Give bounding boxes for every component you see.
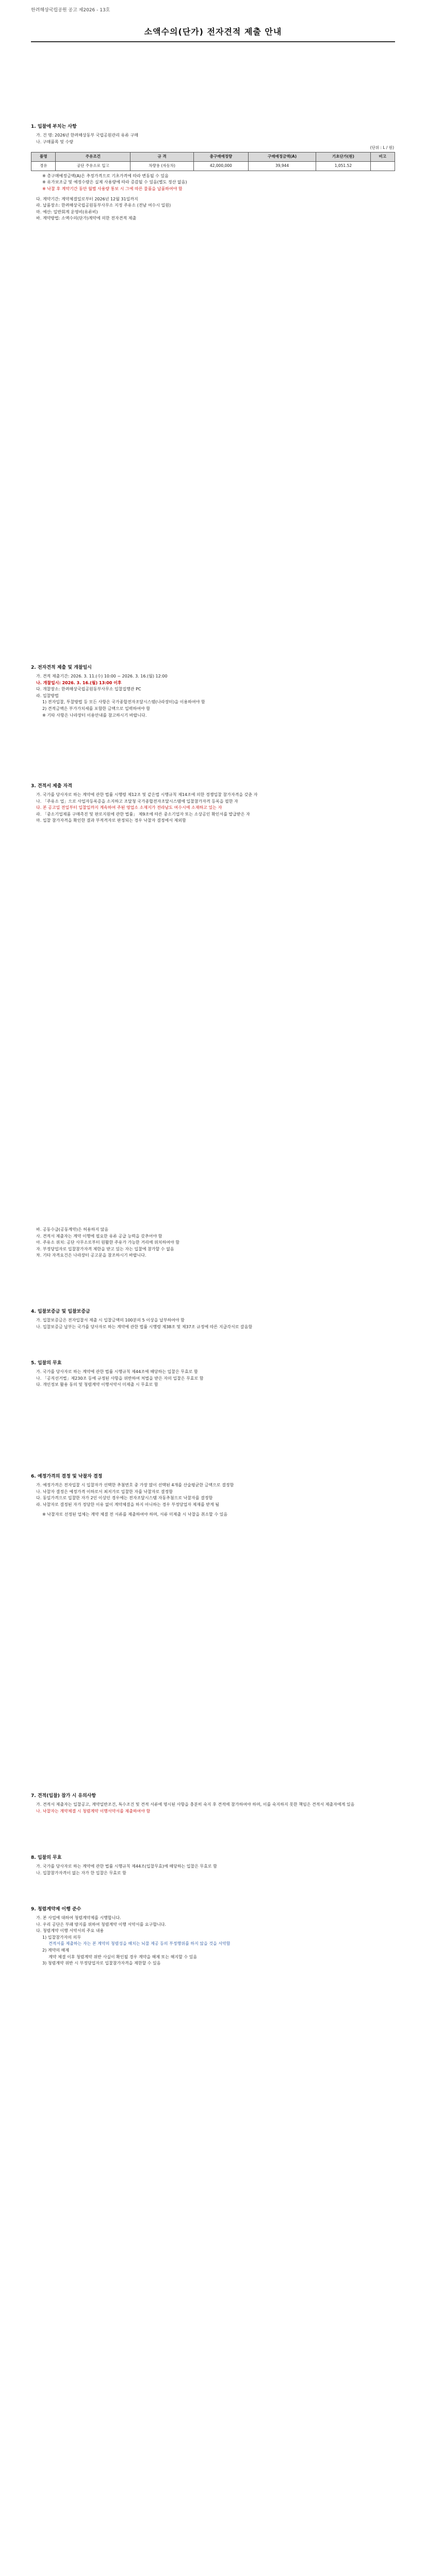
doc-number: 한려해상국립공원 공고 제2026 - 13호 — [31, 8, 110, 13]
section-2 — [31, 665, 395, 719]
sec4-line-1: 나. 입찰보증금 납부는 국가를 당사자로 하는 계약에 관한 법률 시행령 제38조 및 제37조 규정에 따른 지급각서로 갈음함 — [36, 1324, 253, 1329]
sec1-extra-3: 바. 계약방법: 소액수의(단가)계약에 의한 전자견적 제출 — [36, 216, 137, 221]
sec1-note-1: ※ 유가보조금 및 예정수량은 실제 사용량에 따라 증감될 수 있음(별도 정산 없음) — [42, 180, 187, 185]
sec1-note-2: ※ 낙찰 후 계약기간 동안 월별 사용량 통보 시 그에 따른 물품을 납품하여야 함 — [42, 187, 183, 192]
sec1-extra-1: 라. 납품장소: 한려해상국립공원동부사무소 지정 주유소 (전남 여수시 일원) — [36, 203, 171, 208]
sec2-line-4: 1) 전자입찰, 투찰방법 등 모든 사항은 국가종합전자조달시스템(나라장터)을 이용하여야 함 — [42, 700, 205, 705]
section-7 — [31, 1793, 395, 1815]
spec-table — [31, 152, 395, 171]
sec9-line-6: 계약 체결 이후 청렴계약 위반 사실이 확인될 경우 계약을 해제 또는 해지할 수 있음 — [48, 1954, 198, 1959]
sec6-line-0: 가. 예정가격은 전자입찰 시 입찰자가 선택한 추첨번호 중 가장 많이 선택된 4개를 산술평균한 금액으로 결정함 — [36, 1483, 234, 1488]
sec3-line-4: 마. 입찰 참가자격을 확인한 결과 부적격자로 판정되는 경우 낙찰자 결정에서 제외함 — [36, 818, 186, 823]
section-3-title: 3. 견적서 제출 자격 — [31, 784, 72, 789]
th-4: 구매예정금액(A) — [248, 152, 316, 162]
sec8-line-1: 나. 입찰참가자격이 없는 자가 한 입찰은 무효로 함 — [36, 1870, 126, 1875]
sec3-line-1: 나. 「주유소 업」으로 사업자등록증을 소지하고 조달청 국가종합전자조달시스템에 입찰참가자격 등록을 필한 자 — [36, 799, 238, 804]
sec7-line-0: 가. 견적서 제출자는 입찰공고, 계약일반조건, 특수조건 및 견적 서류에 명시된 사항을 충분히 숙지 후 견적에 참가하여야 하며, 이를 숙지하지 못한 책임은 견적서 제출자에게 있음 — [36, 1802, 355, 1807]
sec9-line-5: 2) 계약의 해제 — [42, 1948, 69, 1953]
sec1-extra-0: 다. 계약기간: 계약체결일로부터 2026년 12월 31일까지 — [36, 196, 138, 201]
section-5 — [31, 1360, 395, 1388]
sec3-line-2: 다. 본 공고일 전일부터 입찰일까지 계속하여 주된 영업소 소재지가 전라남도 여수시에 소재하고 있는 자 — [36, 805, 222, 810]
td-1: 공단 주유소로 입고 — [56, 161, 130, 171]
section-6-title: 6. 예정가격의 결정 및 낙찰자 결정 — [31, 1474, 103, 1479]
section-9-title: 9. 청렴계약제 이행 준수 — [31, 1907, 81, 1912]
sec2-line-2: 다. 개찰장소: 한려해상국립공원동부사무소 입찰집행관 PC — [36, 687, 141, 692]
sec3-extra-3: 자. 부정당업자로 입찰참가자격 제한을 받고 있는 자는 입찰에 참가할 수 없음 — [36, 1246, 174, 1251]
sec9-line-3: 1) 입찰참가자의 의무 — [42, 1935, 81, 1940]
sec3-extra-0: 바. 공동수급(공동계약)은 허용하지 않음 — [36, 1227, 109, 1232]
sec2-line-0: 가. 견적 제출기간: 2026. 3. 11.(수) 10:00 ~ 2026. 3. 16.(월) 12:00 — [36, 674, 168, 679]
section-4 — [31, 1309, 395, 1330]
sec9-line-1: 나. 우리 공단은 부패 방지를 위하여 청렴계약 이행 서약서를 요구합니다. — [36, 1922, 167, 1927]
sec8-line-0: 가. 국가를 당사자로 하는 계약에 관한 법률 시행규칙 제44조(입찰무효)에 해당하는 입찰은 무효로 함 — [36, 1864, 217, 1869]
table-unit: (단위 : L / 원) — [370, 145, 394, 150]
section-2-title: 2. 전자견적 제출 및 개찰일시 — [31, 665, 92, 670]
sec6-line-1: 나. 낙찰자 결정은 예정가격 이하로서 최저가로 입찰한 자를 낙찰자로 결정함 — [36, 1489, 173, 1494]
sec6-line-3: 라. 낙찰자로 결정된 자가 정당한 이유 없이 계약체결을 하지 아니하는 경우 부정당업자 제재를 받게 됨 — [36, 1502, 219, 1507]
td-4: 39,944 — [248, 161, 316, 171]
td-0: 경유 — [31, 161, 56, 171]
sec9-line-2: 다. 청렴계약 이행 서약서의 주요 내용 — [36, 1928, 104, 1934]
sec1-line-1: 나. 구매품목 및 수량 — [36, 139, 73, 144]
section-6 — [31, 1473, 395, 1518]
td-5: 1,051.52 — [316, 161, 370, 171]
th-2: 규 격 — [130, 152, 194, 162]
section-3 — [31, 783, 395, 824]
sec9-line-0: 가. 본 사업에 대하여 청렴계약제를 시행합니다. — [36, 1916, 121, 1921]
td-2: 차량용 (자동차) — [130, 161, 194, 171]
sec1-line-0: 가. 건 명: 2026년 한려해상동부 국립공원관리 유류 구매 — [36, 133, 138, 138]
sec5-line-1: 나. 「공직선거법」제230조 등에 규정된 사항을 위반하여 처벌을 받은 자의 입찰은 무효로 함 — [36, 1376, 204, 1381]
sec2-line-3: 라. 입찰방법 — [36, 693, 59, 698]
sec3-line-3: 라. 「중소기업제품 구매촉진 및 판로지원에 관한 법률」 제9조에 따른 중소기업자 또는 소상공인 확인서를 발급받은 자 — [36, 811, 250, 817]
th-5: 기초단가(원) — [316, 152, 370, 162]
sec7-line-1: 나. 낙찰자는 계약체결 시 청렴계약 이행서약서를 제출하여야 함 — [36, 1808, 151, 1814]
sec6-note: ※ 낙찰자로 선정된 업체는 계약 체결 전 서류를 제출하여야 하며, 서류 미제출 시 낙찰을 취소할 수 있음 — [42, 1512, 228, 1517]
sec2-line-6: ※ 기타 사항은 나라장터 이용안내를 참고하시기 바랍니다. — [42, 713, 147, 718]
section-1 — [31, 124, 395, 222]
sec5-line-2: 다. 개인정보 활용 동의 및 청렴계약 이행서약서 미제출 시 무효로 함 — [36, 1382, 158, 1387]
td-6 — [370, 161, 395, 171]
doc-title: 소액수의(단가) 전자견적 제출 안내 — [144, 27, 282, 37]
sec6-line-2: 다. 동일가격으로 입찰한 자가 2인 이상인 경우에는 전자조달시스템 자동추첨으로 낙찰자를 결정함 — [36, 1496, 213, 1501]
sec1-note-0: ※ 총구매예정금액(A)은 추정가격으로 기초가격에 따라 변동될 수 있음 — [42, 173, 169, 178]
title-divider — [31, 41, 395, 42]
td-3: 42,000,000 — [193, 161, 248, 171]
section-1-title: 1. 입찰에 부치는 사항 — [31, 124, 77, 129]
th-6: 비고 — [370, 152, 395, 162]
spec-table-row — [31, 161, 395, 171]
sec1-extra-2: 마. 예산: 일반회계 운영비(유류비) — [36, 209, 98, 214]
sec5-line-0: 가. 국가를 당사자로 하는 계약에 관한 법률 시행규칙 제44조에 해당하는 입찰은 무효로 함 — [36, 1369, 198, 1375]
sec9-line-4: 견적서를 제출하는 자는 본 계약의 청렴성을 해치는 뇌물 제공 등의 부정행위를 하지 않을 것을 서약함 — [48, 1941, 231, 1946]
section-4-title: 4. 입찰보증금 및 입찰보증금 — [31, 1309, 90, 1314]
section-8-title: 8. 입찰의 무효 — [31, 1855, 62, 1860]
sec9-line-7: 3) 청렴계약 위반 시 부정당업자로 입찰참가자격을 제한할 수 있음 — [42, 1961, 161, 1966]
sec3-extra-2: 아. 주유소 위치: 공단 사무소로부터 원활한 주유가 가능한 거리에 위치하여야 함 — [36, 1240, 179, 1245]
sec3-extra-4: 차. 기타 자격요건은 나라장터 공고문을 참조하시기 바랍니다. — [36, 1253, 146, 1258]
th-1: 주유조건 — [56, 152, 130, 162]
spec-table-header — [31, 152, 395, 162]
section-7-title: 7. 견적(입찰) 참가 시 유의사항 — [31, 1793, 96, 1799]
section-5-title: 5. 입찰의 무효 — [31, 1361, 62, 1366]
th-0: 품명 — [31, 152, 56, 162]
sec3-line-0: 가. 국가를 당사자로 하는 계약에 관한 법률 시행령 제12조 및 같은법 시행규칙 제14조에 의한 경쟁입찰 참가자격을 갖춘 자 — [36, 792, 258, 798]
section-9 — [31, 1906, 395, 1967]
section-8 — [31, 1855, 395, 1876]
sec4-line-0: 가. 입찰보증금은 전자입찰서 제출 시 입찰금액의 100분의 5 이상을 납부하여야 함 — [36, 1318, 185, 1323]
sec3-extra-1: 사. 견적서 제출자는 계약 이행에 필요한 유류 공급 능력을 갖추어야 함 — [36, 1233, 162, 1239]
section-3-extra — [31, 1226, 395, 1259]
th-3: 총구매예정량 — [193, 152, 248, 162]
sec2-line-5: 2) 견적금액은 부가가치세를 포함한 금액으로 입력하여야 함 — [42, 706, 150, 711]
sec2-line-1: 나. 개찰일시: 2026. 3. 16.(월) 13:00 이후 — [36, 680, 122, 685]
